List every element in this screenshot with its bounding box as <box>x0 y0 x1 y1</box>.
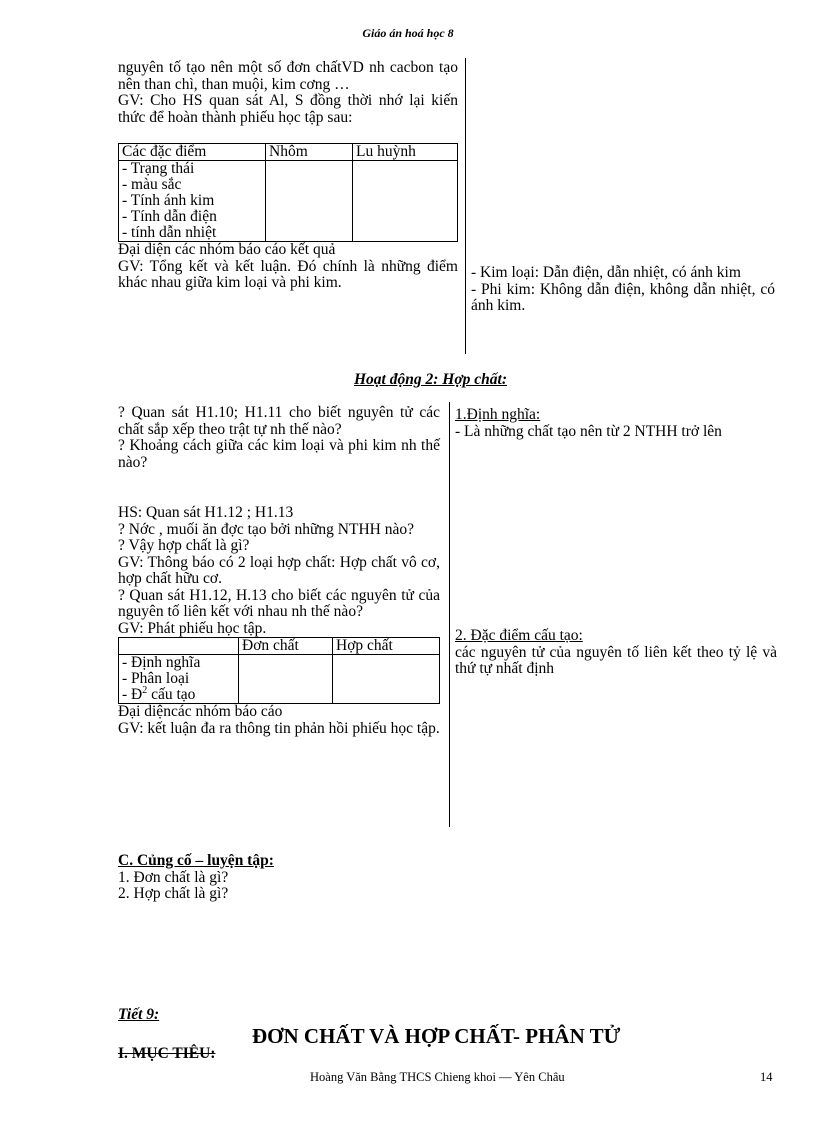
column-divider <box>449 402 450 827</box>
table-row-label: - Định nghĩa <box>122 654 201 671</box>
table-cell <box>239 655 333 704</box>
table-header <box>119 638 239 655</box>
paragraph: GV: kết luận đa ra thông tin phản hồi phiếu học tập. <box>118 719 440 737</box>
table-header: Đơn chất <box>239 638 333 655</box>
subheading: 1.Định nghĩa: <box>455 406 541 423</box>
page-number: 14 <box>760 1070 773 1084</box>
activity2-left <box>118 405 440 737</box>
paragraph: ? Quan sát H1.10; H1.11 cho biết nguyên tử các chất sắp xếp theo trật tự nh thế nào? <box>118 404 440 438</box>
section1-right <box>471 265 775 315</box>
paragraph: HS: Quan sát H1.12 ; H1.13 <box>118 504 294 521</box>
paragraph: nguyên tố tạo nên một số đơn chấtVD nh cacbon tạo nên than chì, than muội, kim cơng … <box>118 59 458 93</box>
list-item: 1. Đơn chất là gì? <box>118 868 229 886</box>
activity2-heading: Hoạt động 2: Hợp chất: <box>354 371 507 388</box>
paragraph: - Phi kim: Không dẫn điện, không dẫn nhiệt, có ánh kim. <box>471 280 775 314</box>
table-row-label-prefix: - Đ <box>122 686 143 703</box>
properties-table <box>118 143 458 242</box>
column-divider <box>465 58 466 354</box>
table-row-label: - màu sắc <box>122 176 182 193</box>
lesson-label: Tiết 9: <box>118 1006 160 1023</box>
table-row-label-suffix: cấu tạo <box>151 686 196 703</box>
paragraph: - Là những chất tạo nên từ 2 NTHH trở lên <box>455 422 722 440</box>
page-header: Giáo án hoá học 8 <box>362 26 454 40</box>
section-heading: C. Củng cố – luyện tập: <box>118 852 274 869</box>
activity2-right-1 <box>455 407 777 440</box>
paragraph: GV: Tổng kết và kết luận. Đó chính là những điểm khác nhau giữa kim loại và phi kim. <box>118 257 458 291</box>
subheading: 2. Đặc điểm cấu tạo: <box>455 627 583 644</box>
table-header: Lu huỳnh <box>353 144 458 161</box>
table-cell <box>333 655 440 704</box>
table-header: Nhôm <box>266 144 353 161</box>
comparison-table <box>118 637 440 704</box>
paragraph: ? Khoảng cách giữa các kim loại và phi kim nh thế nào? <box>118 437 440 471</box>
paragraph: - Kim loại: Dẫn điện, dẫn nhiệt, có ánh kim <box>471 264 741 281</box>
section-c <box>118 853 518 903</box>
table-header: Hợp chất <box>333 638 440 655</box>
table-cell <box>119 161 266 242</box>
footer-author: Hoàng Văn Bằng THCS Chieng khoi — Yên Châu <box>310 1070 565 1084</box>
activity2-right-2 <box>455 628 777 678</box>
objectives-heading: I. MỤC TIÊU: <box>118 1045 216 1062</box>
paragraph: GV: Cho HS quan sát Al, S đồng thời nhớ lại kiến thức để hoàn thành phiếu học tập sau: <box>118 92 458 126</box>
lesson-title: ĐƠN CHẤT VÀ HỢP CHẤT- PHÂN TỬ <box>252 1024 621 1048</box>
paragraph: GV: Thông báo có 2 loại hợp chất: Hợp chất vô cơ, hợp chất hữu cơ. <box>118 553 440 587</box>
paragraph: các nguyên tử của nguyên tố liên kết theo tỷ lệ và thứ tự nhất định <box>455 643 777 677</box>
table-cell <box>266 161 353 242</box>
table-row-label: - Phân loại <box>122 670 190 687</box>
paragraph: ? Quan sát H1.12, H.13 cho biết các nguyên tử của nguyên tố liên kết với nhau nh thế nào? <box>118 586 440 620</box>
section1-left <box>118 60 458 292</box>
paragraph: ? Vậy hợp chất là gì? <box>118 537 250 554</box>
table-row-label: - tính dẫn nhiệt <box>122 224 217 241</box>
table-cell <box>353 161 458 242</box>
superscript: 2 <box>142 684 148 696</box>
table-row-label: - Tính ánh kim <box>122 192 215 209</box>
list-item: 2. Hợp chất là gì? <box>118 885 229 902</box>
table-header: Các đặc điểm <box>119 144 266 161</box>
paragraph: Đại diệncác nhóm báo cáo <box>118 703 283 720</box>
table-cell <box>119 655 239 704</box>
paragraph: GV: Phát phiếu học tập. <box>118 619 267 637</box>
table-row-label: - Trạng thái <box>122 160 195 177</box>
spacer <box>118 471 440 505</box>
paragraph: ? Nớc , muối ăn đợc tạo bởi những NTHH nào? <box>118 520 414 538</box>
table-row-label <box>122 684 235 703</box>
paragraph: Đại diện các nhóm báo cáo kết quả <box>118 241 336 258</box>
table-row-label: - Tính dẫn điện <box>122 208 217 225</box>
